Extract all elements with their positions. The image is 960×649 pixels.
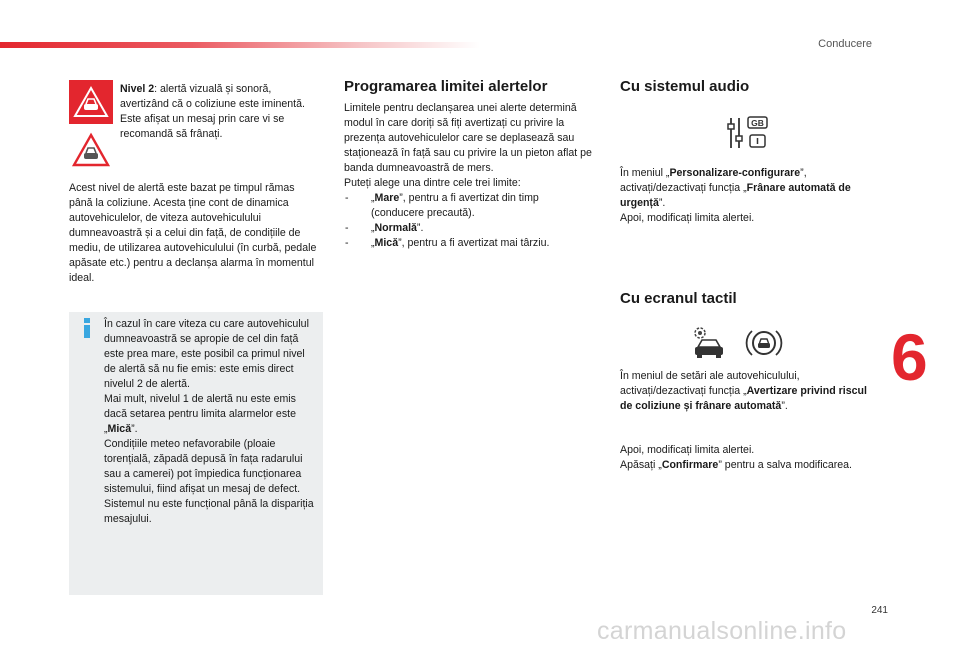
touch-text-a: În meniul de setări ale autovehiculului, activați/dezactivați funcția „ (620, 370, 800, 397)
option-name: Mică (374, 237, 399, 249)
info-p3: Condițiile meteo nefavorabile (ploaie torențială, zăpadă depusă în fața radarului sau a camerei) pot împiedica funcționarea sistemului, fiind afișat un mesaj de defect. Sistemul nu este funcțional până la dispariția mesajului. (104, 438, 314, 525)
touchscreen-body (620, 369, 876, 414)
option-name: Mare (374, 192, 400, 204)
option-desc: ”, pentru a fi avertizat mai târziu. (398, 237, 550, 249)
option-quote: „ (371, 237, 375, 249)
touchscreen-heading: Cu ecranul tactil (620, 290, 737, 307)
touch-modify-text: Apoi, modificați limita alertei. (620, 444, 755, 456)
touch-function-name: Avertizare privind riscul de coliziune și frânare automată (620, 385, 867, 412)
level2-text: : alertă vizuală și sonoră, avertizând că o coliziune este iminentă. (120, 83, 305, 110)
audio-settings-icon (726, 114, 770, 152)
watermark-text: carmanualsonline.info (597, 617, 847, 645)
audio-icon-label: GB (751, 118, 764, 128)
section-title: Conducere (818, 38, 872, 50)
touch-text-c: ”. (781, 400, 788, 412)
touch-confirm-label: Confirmare (661, 459, 719, 471)
option-desc: ”. (416, 222, 424, 234)
touchscreen-confirm (620, 443, 876, 473)
audio-menu-name: Personalizare-configurare (669, 167, 801, 179)
info-p1: În cazul în care viteza cu care autovehiculul dumneavoastră se apropie de cel din față este prea mare, este posibil ca primul nivel de alertă să nu fie emis: este emis direct nivelul 2 de alertă. (104, 318, 309, 390)
collision-warning-brake-icon (745, 325, 783, 361)
vehicle-settings-icon (690, 325, 726, 361)
info-p2-end: ”. (131, 423, 138, 435)
touch-confirm-text (620, 458, 876, 473)
option-name: Normală (374, 222, 417, 234)
info-icon (80, 318, 94, 338)
level2-brake-text: Este afișat un mesaj prin care vi se recomandă să frânați. (120, 113, 285, 140)
page-number: 241 (871, 605, 888, 616)
audio-function-name: Frânare automată de urgență (620, 182, 851, 209)
audio-text-c: ”, activați/dezactivați funcția „ (620, 167, 807, 194)
audio-text-a: În meniul „ (620, 167, 670, 179)
audio-system-body (620, 166, 872, 226)
info-box-text (104, 317, 316, 527)
touchscreen-instructions (620, 369, 876, 414)
alert-limits-heading: Programarea limitei alertelor (344, 78, 548, 95)
alert-level-paragraph: Acest nivel de alertă este bazat pe timpul rămas până la coliziune. Acesta ține cont de dinamica autovehiculelor, de viteza autovehiculului dumneavoastră și a celui din față, de condițiile de mediu, de utilizarea autovehiculului (în curbă, pedale apăsate etc.) pentru a declanșa alarma în momentul ideal. (69, 182, 317, 284)
audio-modify-text: Apoi, modificați limita alertei. (620, 212, 755, 224)
touch-confirm-a: Apăsați „ (620, 459, 662, 471)
info-p2-bold: Mică (107, 423, 132, 435)
alert-limits-intro: Limitele pentru declanșarea unei alerte determină modul în care doriți să fiți avertizați cu privire la prezența autovehiculelor care se deplasează sau staționează în față sau cu privire la un pieton aflat pe banda dumneavoastră de mers. (344, 102, 592, 174)
chapter-number: 6 (891, 320, 928, 394)
audio-text-d: ”. (658, 197, 666, 209)
level2-label: Nivel 2 (120, 83, 155, 95)
option-quote: „ (371, 192, 375, 204)
audio-instructions (620, 166, 872, 211)
collision-alert-triangle-icon (69, 128, 113, 172)
touch-confirm-c: ” pentru a salva modificarea. (718, 459, 852, 471)
alert-limits-body (344, 101, 592, 251)
info-p2 (104, 392, 316, 437)
collision-alert-red-icon (69, 80, 113, 124)
level2-description (120, 82, 320, 142)
limit-option-normala (344, 221, 592, 236)
alert-limits-choose: Puteți alege una dintre cele trei limite: (344, 177, 521, 189)
limit-option-mare (344, 191, 592, 221)
option-quote: „ (371, 222, 375, 234)
alert-limit-options (344, 191, 592, 251)
info-p2-text: Mai mult, nivelul 1 de alertă nu este emis dacă setarea pentru limita alarmelor este „ (104, 393, 296, 435)
audio-system-heading: Cu sistemul audio (620, 78, 750, 95)
limit-option-mica (344, 236, 592, 251)
header-accent-bar (0, 42, 480, 48)
option-desc: ”, pentru a fi avertizat din timp (conducere precaută). (371, 192, 539, 219)
